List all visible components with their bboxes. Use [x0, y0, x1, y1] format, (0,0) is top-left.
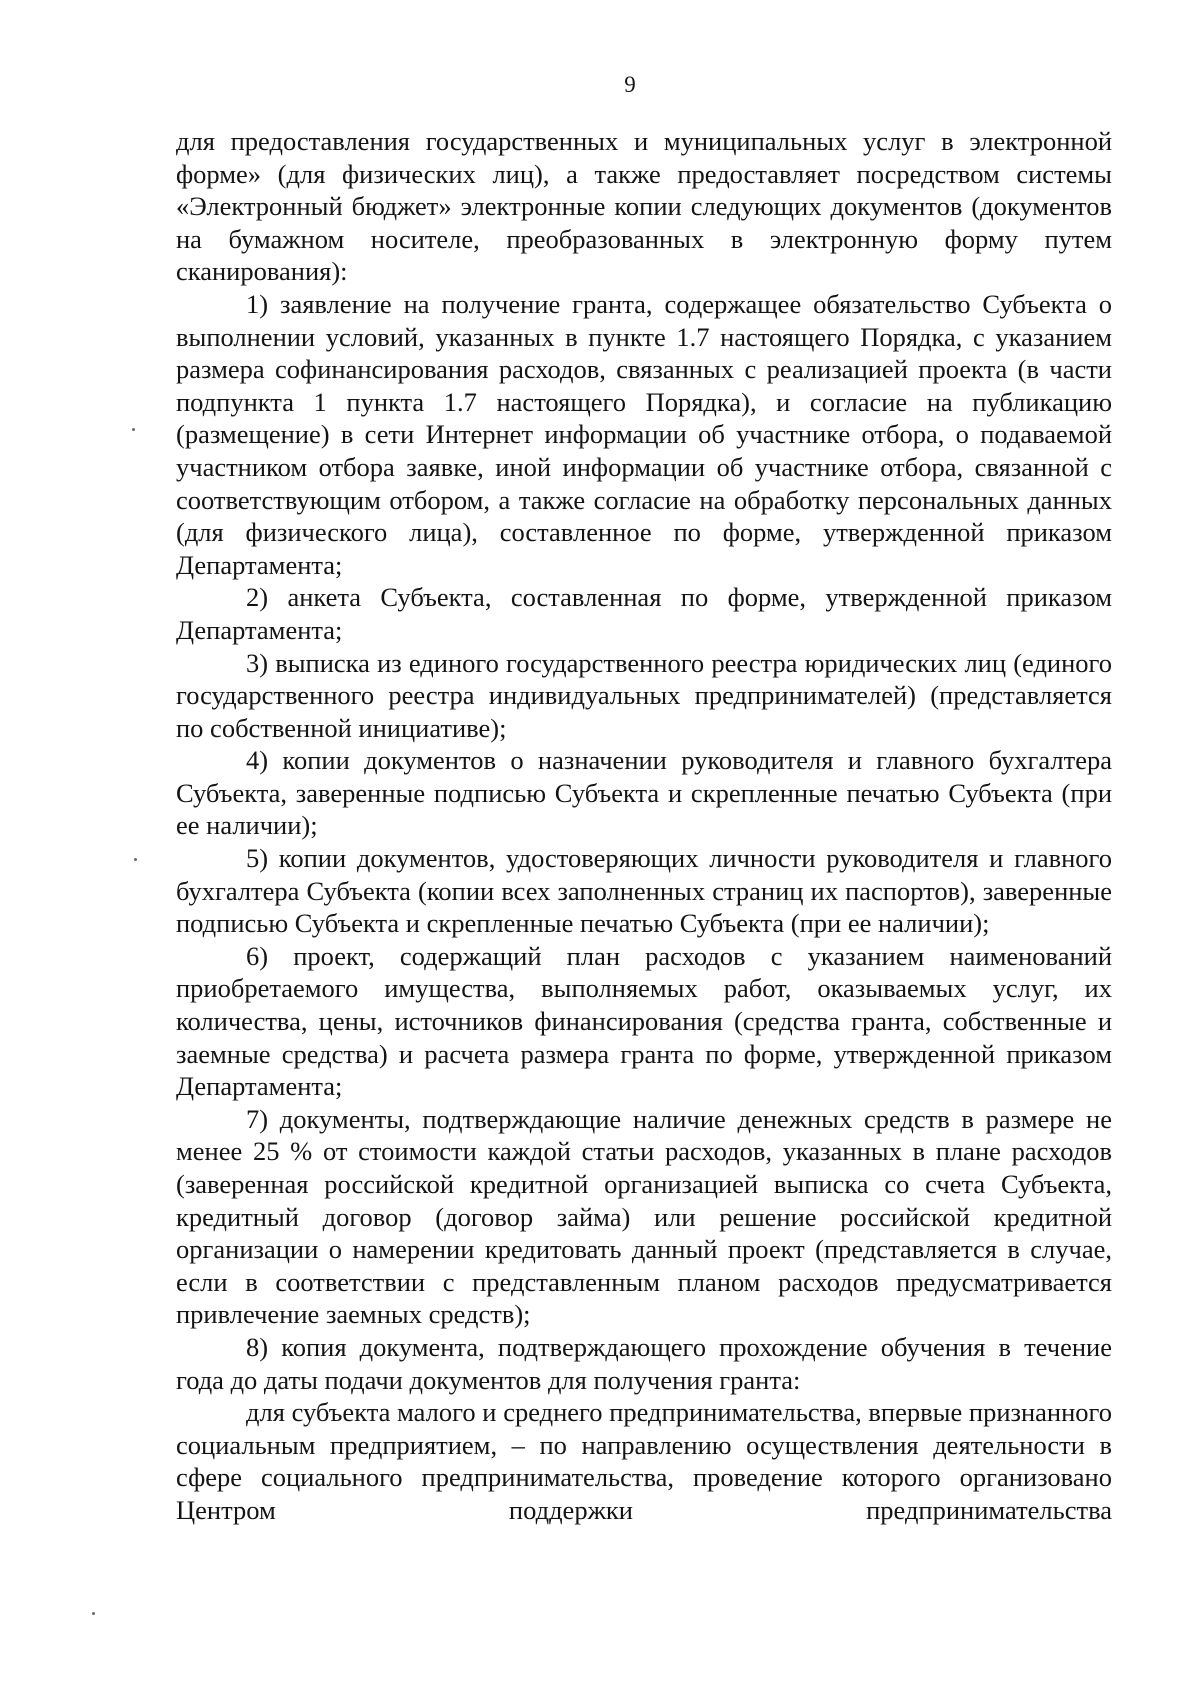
list-item-2: 2) анкета Субъекта, составленная по форме, утвержденной приказом Департамента;: [176, 582, 1112, 645]
list-item-6: 6) проект, содержащий план расходов с указанием наименований приобретаемого имущества, выполняемых работ, оказываемых услуг, их количества, цены, источников финансирования (средства гранта, собственные и заемные средства) и расчета размера гранта по форме, утвержденной приказом Департамента;: [176, 940, 1112, 1102]
scan-speck: [132, 428, 135, 431]
list-item-4: 4) копии документов о назначении руководителя и главного бухгалтера Субъекта, заверенные подписью Субъекта и скрепленные печатью Субъекта (при ее наличии);: [176, 745, 1112, 841]
list-item-3: 3) выписка из единого государственного реестра юридических лиц (единого государственного реестра индивидуальных предпринимателей) (представляется по собственной инициативе);: [176, 647, 1112, 743]
list-item-7: 7) документы, подтверждающие наличие денежных средств в размере не менее 25 % от стоимости каждой статьи расходов, указанных в плане расходов (заверенная российской кредитной организацией выписка со счета Субъекта, кредитный договор (договор займа) или решение российской кредитной организации о намерении кредитовать данный проект (представляется в случае, если в соответствии с представленным планом расходов предусматривается привлечение заемных средств);: [176, 1103, 1112, 1330]
page-number: 9: [624, 72, 636, 97]
list-item-8: 8) копия документа, подтверждающего прохождение обучения в течение года до даты подачи документов для получения гранта:: [176, 1331, 1112, 1395]
list-item-1: 1) заявление на получение гранта, содержащее обязательство Субъекта о выполнении условий, указанных в пункте 1.7 настоящего Порядка, с указанием размера софинансирования расходов, связанных с реализацией проекта (в части подпункта 1 пункта 1.7 настоящего Порядка), и согласие на публикацию (размещение) в сети Интернет информации об участнике отбора, о подаваемой участником отбора заявке, иной информации об участнике отбора, связанной с соответствующим отбором, а также согласие на обработку персональных данных (для физического лица), составленное по форме, утвержденной приказом Департамента;: [176, 288, 1112, 580]
scan-speck: [92, 1612, 95, 1615]
paragraph-intro: для предоставления государственных и муниципальных услуг в электронной форме» (для физических лиц), а также предоставляет посредством системы «Электронный бюджет» электронные копии следующих документов (документов на бумажном носителе, преобразованных в электронную форму путем сканирования):: [176, 126, 1112, 287]
scan-speck: [134, 858, 137, 861]
list-item-8-subparagraph: для субъекта малого и среднего предпринимательства, впервые признанного социальным предприятием, – по направлению осуществления деятельности в сфере социального предпринимательства, проведение которого организовано Центром поддержки предпринимательства: [176, 1397, 1112, 1525]
document-body: [176, 125, 1112, 1527]
list-item-5: 5) копии документов, удостоверяющих личности руководителя и главного бухгалтера Субъекта (копии всех заполненных страниц их паспортов), заверенные подписью Субъекта и скрепленные печатью Субъекта (при ее наличии);: [176, 843, 1112, 939]
